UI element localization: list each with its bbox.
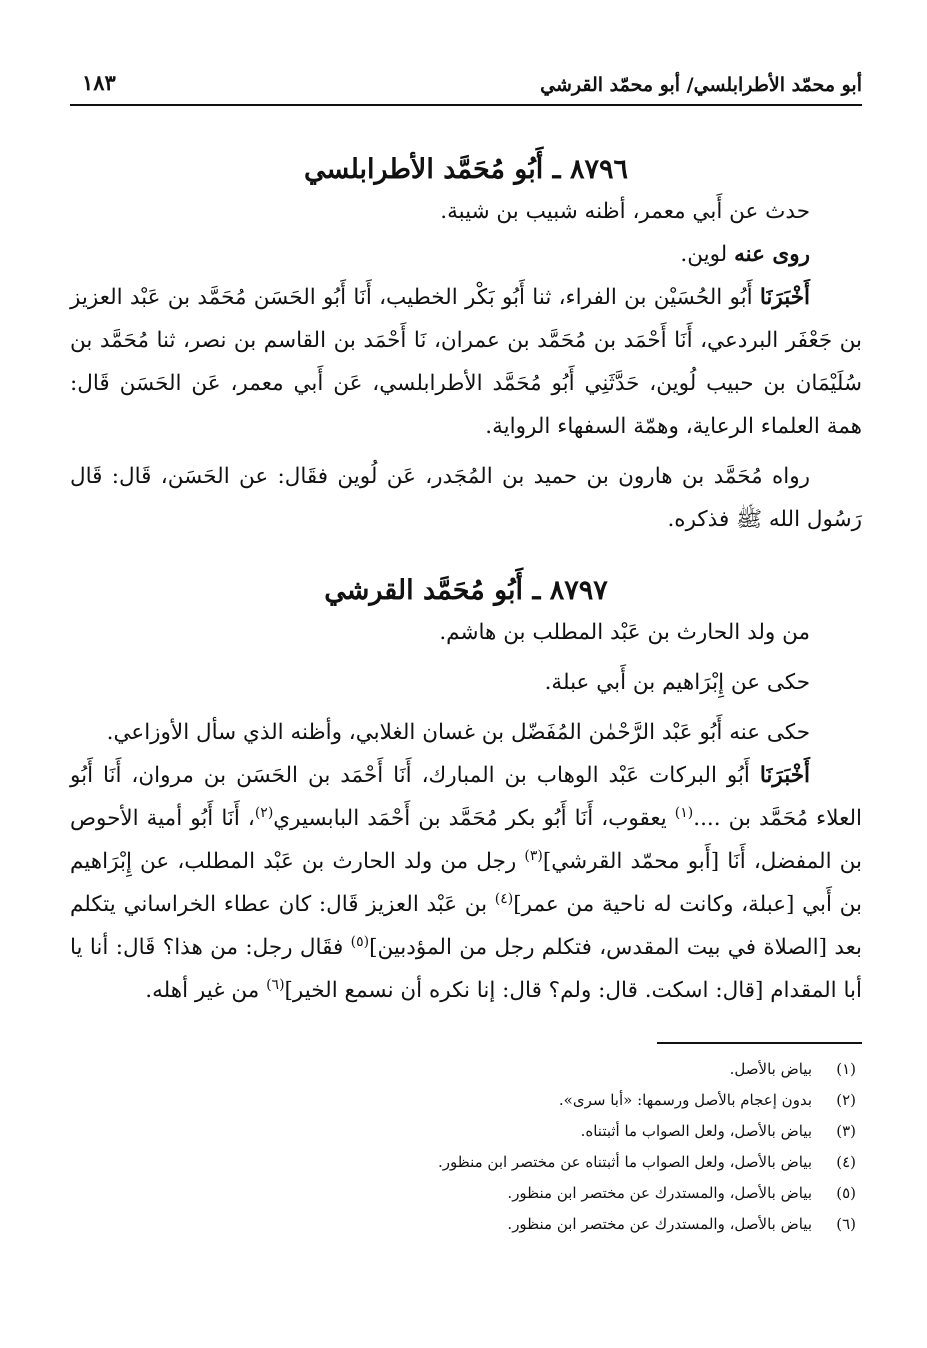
- isnad-segment: أَبُو البركات عَبْد الوهاب بن المبارك، أَنَا أَحْمَد بن الحَسَن بن مروان، أَنَا أَبُو العلاء مُحَمَّد بن ....: [70, 763, 862, 831]
- footnote-number: (١): [836, 1060, 856, 1078]
- footnote-text: بياض بالأصل، ولعل الصواب ما أثبتناه عن مختصر ابن منظور.: [438, 1153, 812, 1171]
- isnad-segment: رجل من ولد الحارث بن عَبْد المطلب، عن إِبْرَاهيم بن أَبي [عبلة، وكانت له ناحية من عمر]: [70, 849, 862, 917]
- book-page: [70, 58, 862, 1240]
- footnote-number: (٤): [836, 1153, 856, 1171]
- riwaya-label: روى عنه: [734, 242, 810, 267]
- entry-8796-riwaya: [70, 233, 810, 276]
- footnote-1: [70, 1054, 862, 1085]
- footnote-text: بياض بالأصل، والمستدرك عن مختصر ابن منظور.: [507, 1184, 812, 1202]
- footnote-marker: (٥): [350, 933, 370, 950]
- footnotes-list: [70, 1054, 862, 1240]
- footnote-6: [70, 1209, 862, 1240]
- footnote-marker: (١): [674, 804, 694, 821]
- footnote-marker: (٦): [266, 976, 285, 993]
- page-number: ١٨٣: [82, 70, 116, 95]
- footnote-2: [70, 1085, 862, 1116]
- entry-8796-isnad: [70, 276, 862, 448]
- isnad-text: أَبُو الحُسَيْن بن الفراء، ثنا أَبُو بَكْر الخطيب، أَنَا أَبُو الحَسَن مُحَمَّد بن عَبْد العزيز بن جَعْفَر البردعي، أَنَا أَحْمَد بن مُحَمَّد بن عمران، نَا أَحْمَد بن القاسم بن نصر، ثنا مُحَمَّد بن سُلَيْمَان بن حبيب لُوين، حَدَّثَنِي أَبُو مُحَمَّد الأطرابلسي، عَن أَبي معمر، عَن الحَسَن قَال: همة العلماء الرعاية، وهمّة السفهاء الرواية.: [70, 285, 862, 439]
- footnote-number: (٣): [836, 1122, 856, 1140]
- footnote-5: [70, 1178, 862, 1209]
- entry-8796-line: حدث عن أَبي معمر، أظنه شبيب بن شيبة.: [440, 199, 810, 224]
- entry-8797-line-1: من ولد الحارث بن عَبْد المطلب بن هاشم.: [439, 620, 810, 645]
- isnad-label: أَخْبَرَنَا: [759, 763, 810, 788]
- footnote-marker: (٤): [494, 890, 514, 907]
- entry-heading-8796: ٨٧٩٦ ـ أَبُو مُحَمَّد الأطرابلسي: [304, 154, 628, 185]
- footnote-marker: (٢): [254, 804, 274, 821]
- footnote-number: (٥): [836, 1184, 856, 1202]
- footnote-number: (٦): [836, 1215, 856, 1233]
- footnote-marker: (٣): [524, 847, 543, 864]
- footnote-text: بدون إعجام بالأصل ورسمها: «أبا سرى».: [558, 1091, 812, 1109]
- entry-8797-line-2: حكى عن إِبْرَاهيم بن أَبي عبلة.: [544, 670, 810, 695]
- entry-8797-line-3: حكى عنه أَبُو عَبْد الرَّحْمٰن المُفَضّل بن غسان الغلابي، وأظنه الذي سأل الأوزاعي.: [106, 720, 810, 745]
- entry-heading-8797: ٨٧٩٧ ـ أَبُو مُحَمَّد القرشي: [324, 575, 608, 606]
- isnad-segment: فقَال رجل: من هذا؟ قَال: أنا يا أبا المقدام [قال: اسكت. قال: ولم؟ قال: إنا نكره أن نسمع الخير]: [70, 935, 862, 1003]
- isnad-segment: يعقوب، أَنَا أَبُو بكر مُحَمَّد بن أَحْمَد البابسيري: [273, 806, 675, 831]
- entry-8797-isnad: [70, 754, 862, 1012]
- isnad-segment: من غير أهله.: [145, 978, 267, 1003]
- footnote-text: بياض بالأصل، والمستدرك عن مختصر ابن منظور.: [507, 1215, 812, 1233]
- footnote-text: بياض بالأصل.: [729, 1060, 812, 1078]
- riwaya-text: لوين.: [680, 242, 735, 267]
- footnote-3: [70, 1116, 862, 1147]
- footnote-4: [70, 1147, 862, 1178]
- footnote-number: (٢): [836, 1091, 856, 1109]
- footnote-text: بياض بالأصل، ولعل الصواب ما أثبتناه.: [580, 1122, 812, 1140]
- isnad-segment: ، أَنَا أَبُو أمية الأحوص بن المفضل، أَنَا [أَبو محمّد القرشي]: [70, 806, 862, 874]
- running-header: [70, 58, 862, 106]
- isnad-label: أَخْبَرَنَا: [759, 285, 810, 310]
- footnote-divider: [657, 1042, 862, 1044]
- running-title: أبو محمّد الأطرابلسي/ أبو محمّد القرشي: [540, 74, 862, 96]
- entry-8796-riwah: رواه مُحَمَّد بن هارون بن حميد بن المُجَدر، عَن لُوين فقَال: عن الحَسَن، قَال: قَال رَسُول الله ﷺ فذكره.: [70, 464, 862, 532]
- isnad-segment: بن عَبْد العزيز قَال: كان عطاء الخراساني يتكلم بعد [الصلاة في بيت المقدس، فتكلم رجل من المؤدبين]: [70, 892, 862, 960]
